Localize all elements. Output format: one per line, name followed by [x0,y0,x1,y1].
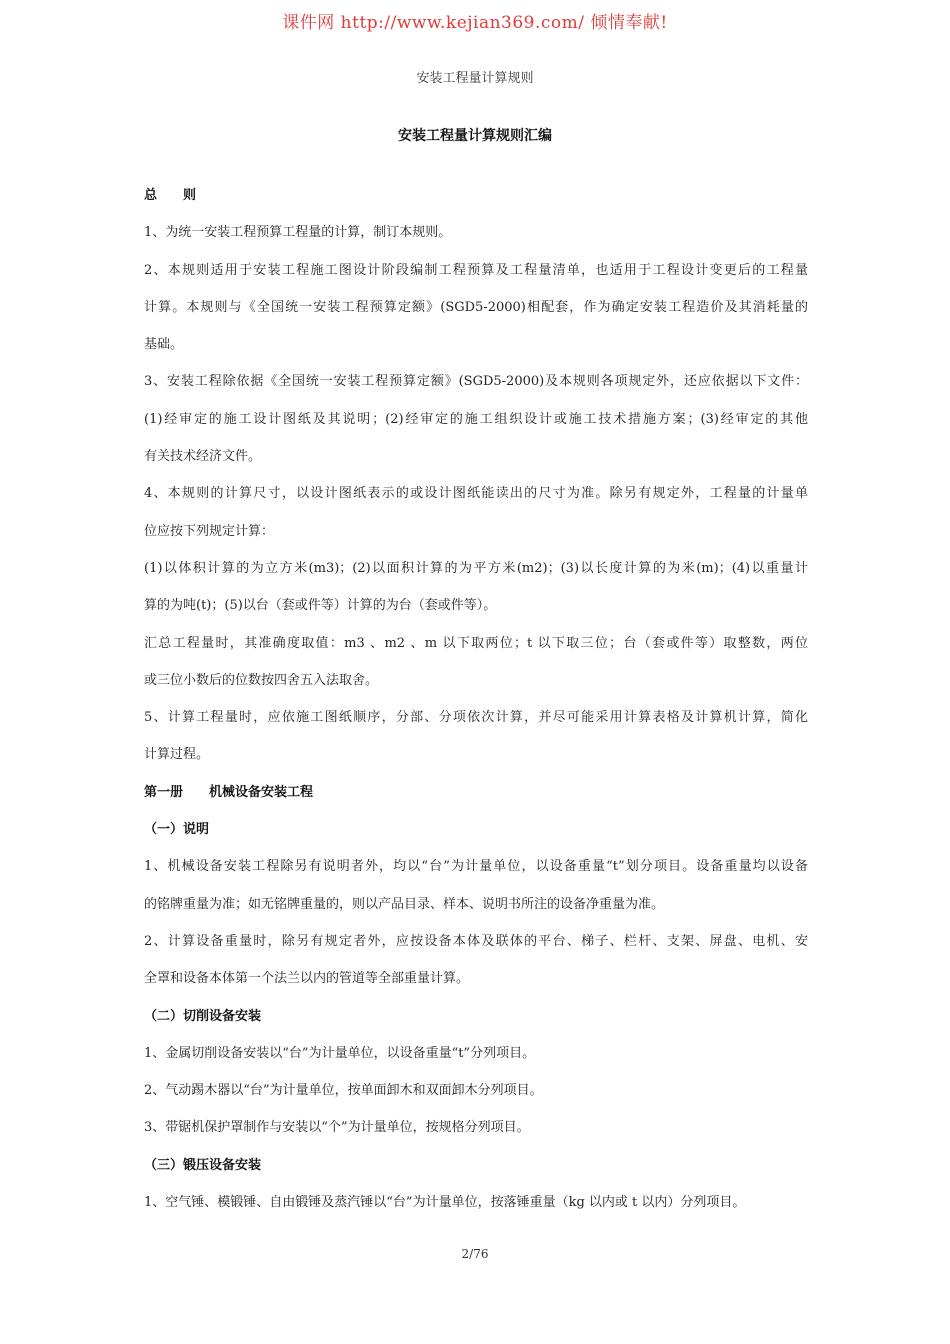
text-line: 汇总工程量时，其准确度取值：m3 、m2 、m 以下取两位；t 以下取三位；台（套或件等）取整数，两位 [144,635,808,651]
section-heading: （二）切削设备安装 [144,1008,262,1024]
text-line: 1、为统一安装工程预算工程量的计算，制订本规则。 [144,225,452,241]
text-line: 计算。本规则与《全国统一安装工程预算定额》(SGD5-2000)相配套，作为确定安装工程造价及其消耗量的 [144,299,808,315]
text-line: 2、本规则适用于安装工程施工图设计阶段编制工程预算及工程量清单，也适用于工程设计变更后的工程量 [144,262,808,278]
text-line: 或三位小数后的位数按四舍五入法取舍。 [144,672,379,688]
section-heading: 总 则 [144,188,197,203]
text-line: 4、本规则的计算尺寸，以设计图纸表示的或设计图纸能读出的尺寸为准。除另有规定外，工程量的计量单 [144,486,808,502]
watermark-banner: 课件网 http://www.kejian369.com/ 倾情奉献! [282,13,668,33]
text-line: (1)经审定的施工设计图纸及其说明；(2)经审定的施工组织设计或施工技术措施方案；(3)经审定的其他 [144,411,808,427]
text-line: 算的为吨(t)；(5)以台（套或件等）计算的为台（套或件等）。 [144,598,497,614]
section-heading: （三）锻压设备安装 [144,1157,262,1173]
text-line: (1)以体积计算的为立方米(m3)；(2)以面积计算的为平方米(m2)；(3)以长度计算的为米(m)；(4)以重量计 [144,560,808,576]
section-heading: （一）说明 [144,822,210,838]
text-line: 1、机械设备安装工程除另有说明者外，均以“台”为计量单位，以设备重量“t”划分项目。设备重量均以设备 [144,859,808,875]
running-header: 安装工程量计算规则 [416,71,534,86]
text-line: 的铭牌重量为准；如无铭牌重量的，则以产品目录、样本、说明书所注的设备净重量为准。 [144,896,665,912]
text-line: 基础。 [144,337,184,353]
section-heading: 第一册 机械设备安装工程 [144,784,314,800]
text-line: 1、空气锤、模锻锤、自由锻锤及蒸汽锤以“台”为计量单位，按落锤重量（kg 以内或 t 以内）分列项目。 [144,1195,746,1211]
text-line: 位应按下列规定计算： [144,523,275,539]
text-line: 5、计算工程量时，应依施工图纸顺序，分部、分项依次计算，并尽可能采用计算表格及计算机计算，简化 [144,710,808,726]
page-number: 2/76 [461,1247,489,1261]
text-line: 全罩和设备本体第一个法兰以内的管道等全部重量计算。 [144,971,470,987]
text-line: 有关技术经济文件。 [144,449,262,465]
text-line: 计算过程。 [144,747,210,763]
text-line: 2、气动踢木器以“台”为计量单位，按单面卸木和双面卸木分列项目。 [144,1083,543,1099]
document-body [144,177,808,1221]
text-line: 1、金属切削设备安装以“台”为计量单位，以设备重量“t”分列项目。 [144,1045,536,1061]
text-line: 3、带锯机保护罩制作与安装以“个”为计量单位，按规格分列项目。 [144,1120,530,1136]
text-line: 3、安装工程除依据《全国统一安装工程预算定额》(SGD5-2000)及本规则各项规定外，还应依据以下文件： [144,374,808,390]
text-line: 2、计算设备重量时，除另有规定者外，应按设备本体及联体的平台、梯子、栏杆、支架、屏盘、电机、安 [144,933,808,949]
document-title: 安装工程量计算规则汇编 [398,128,552,144]
